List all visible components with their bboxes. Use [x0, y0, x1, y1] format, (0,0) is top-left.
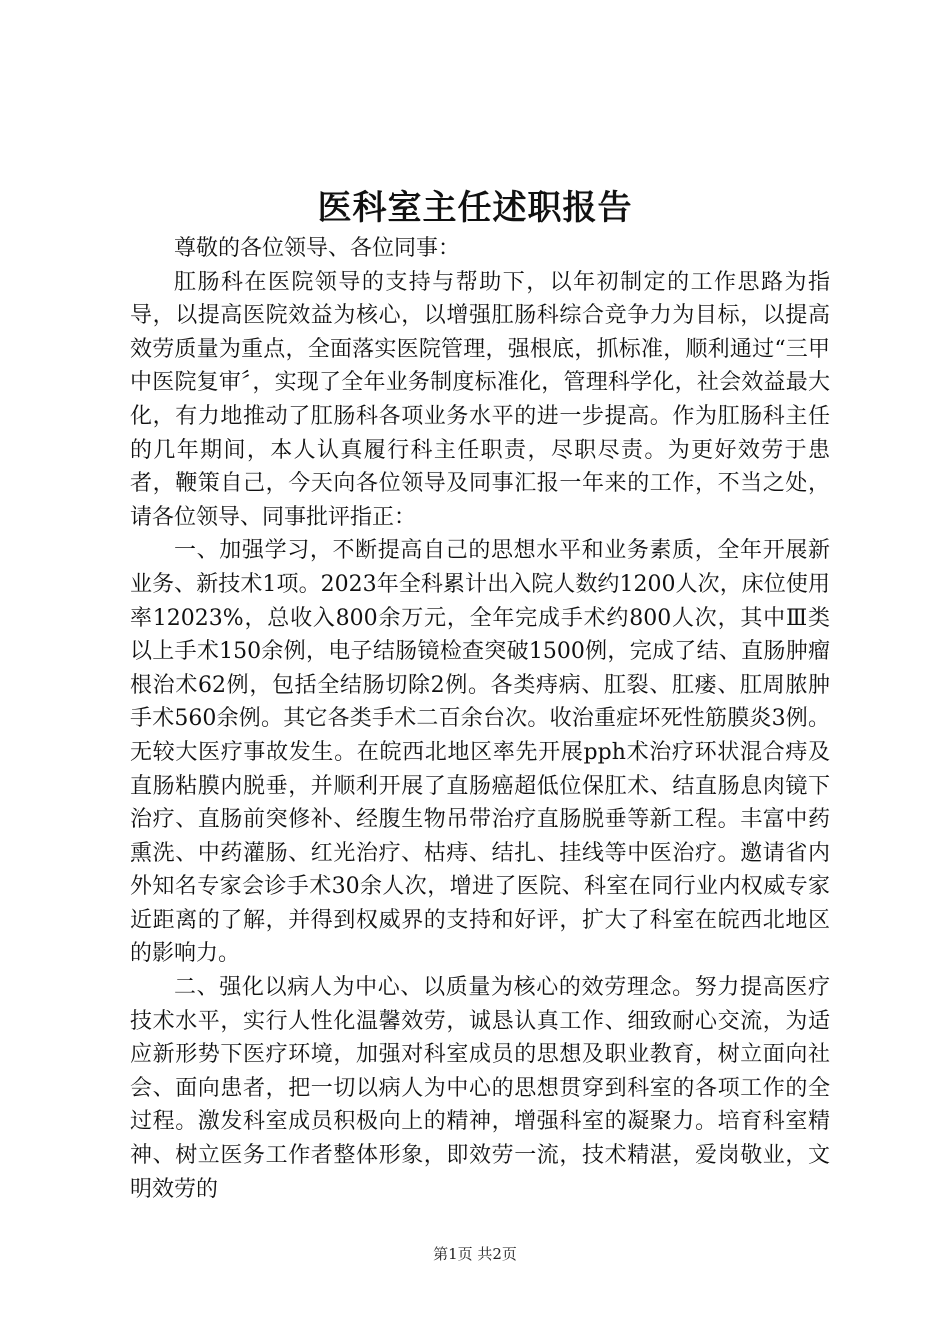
section-one-paragraph: 一、加强学习，不断提高自己的思想水平和业务素质，全年开展新业务、新技术1项。2023年全科累计出入院人数约1200人次，床位使用率12023%，总收入800余万元，全年完成手术约800人次，其中Ⅲ类以上手术150余例，电子结肠镜检查突破1500例，完成了结、直肠肿瘤根治术62例，包括全结肠切除2例。各类痔病、肛裂、肛瘘、肛周脓肿手术560余例。其它各类手术二百余台次。收治重症坏死性筋膜炎3例。无较大医疗事故发生。在皖西北地区率先开展pph术治疗环状混合痔及直肠粘膜内脱垂，并顺利开展了直肠癌超低位保肛术、结直肠息肉镜下治疗、直肠前突修补、经腹生物吊带治疗直肠脱垂等新工程。丰富中药熏洗、中药灌肠、红光治疗、枯痔、结扎、挂线等中医治疗。邀请省内外知名专家会诊手术30余人次，增进了医院、科室在同行业内权威专家近距离的了解，并得到权威界的支持和好评，扩大了科室在皖西北地区的影响力。	[130, 538, 830, 967]
salutation-paragraph: 尊敬的各位领导、各位同事：	[174, 236, 461, 261]
document-title: 医科室主任述职报告	[317, 188, 633, 228]
section-two-paragraph: 二、强化以病人为中心、以质量为核心的效劳理念。努力提高医疗技术水平，实行人性化温馨效劳，诚恳认真工作、细致耐心交流，为适应新形势下医疗环境，加强对科室成员的思想及职业教育，树立面向社会、面向患者，把一切以病人为中心的思想贯穿到科室的各项工作的全过程。激发科室成员积极向上的精神，增强科室的凝聚力。培育科室精神、树立医务工作者整体形象，即效劳一流，技术精湛，爱岗敬业，文明效劳的	[130, 975, 830, 1202]
document-body	[130, 232, 830, 1206]
page-footer: 第1页 共2页	[433, 1245, 517, 1263]
intro-paragraph: 肛肠科在医院领导的支持与帮助下，以年初制定的工作思路为指导，以提高医院效益为核心，以增强肛肠科综合竞争力为目标，以提高效劳质量为重点，全面落实医院管理，强根底，抓标准，顺利通过“三甲中医院复审〞，实现了全年业务制度标准化，管理科学化，社会效益最大化，有力地推动了肛肠科各项业务水平的进一步提高。作为肛肠科主任的几年期间，本人认真履行科主任职责，尽职尽责。为更好效劳于患者，鞭策自己，今天向各位领导及同事汇报一年来的工作，不当之处，请各位领导、同事批评指正：	[130, 269, 830, 530]
